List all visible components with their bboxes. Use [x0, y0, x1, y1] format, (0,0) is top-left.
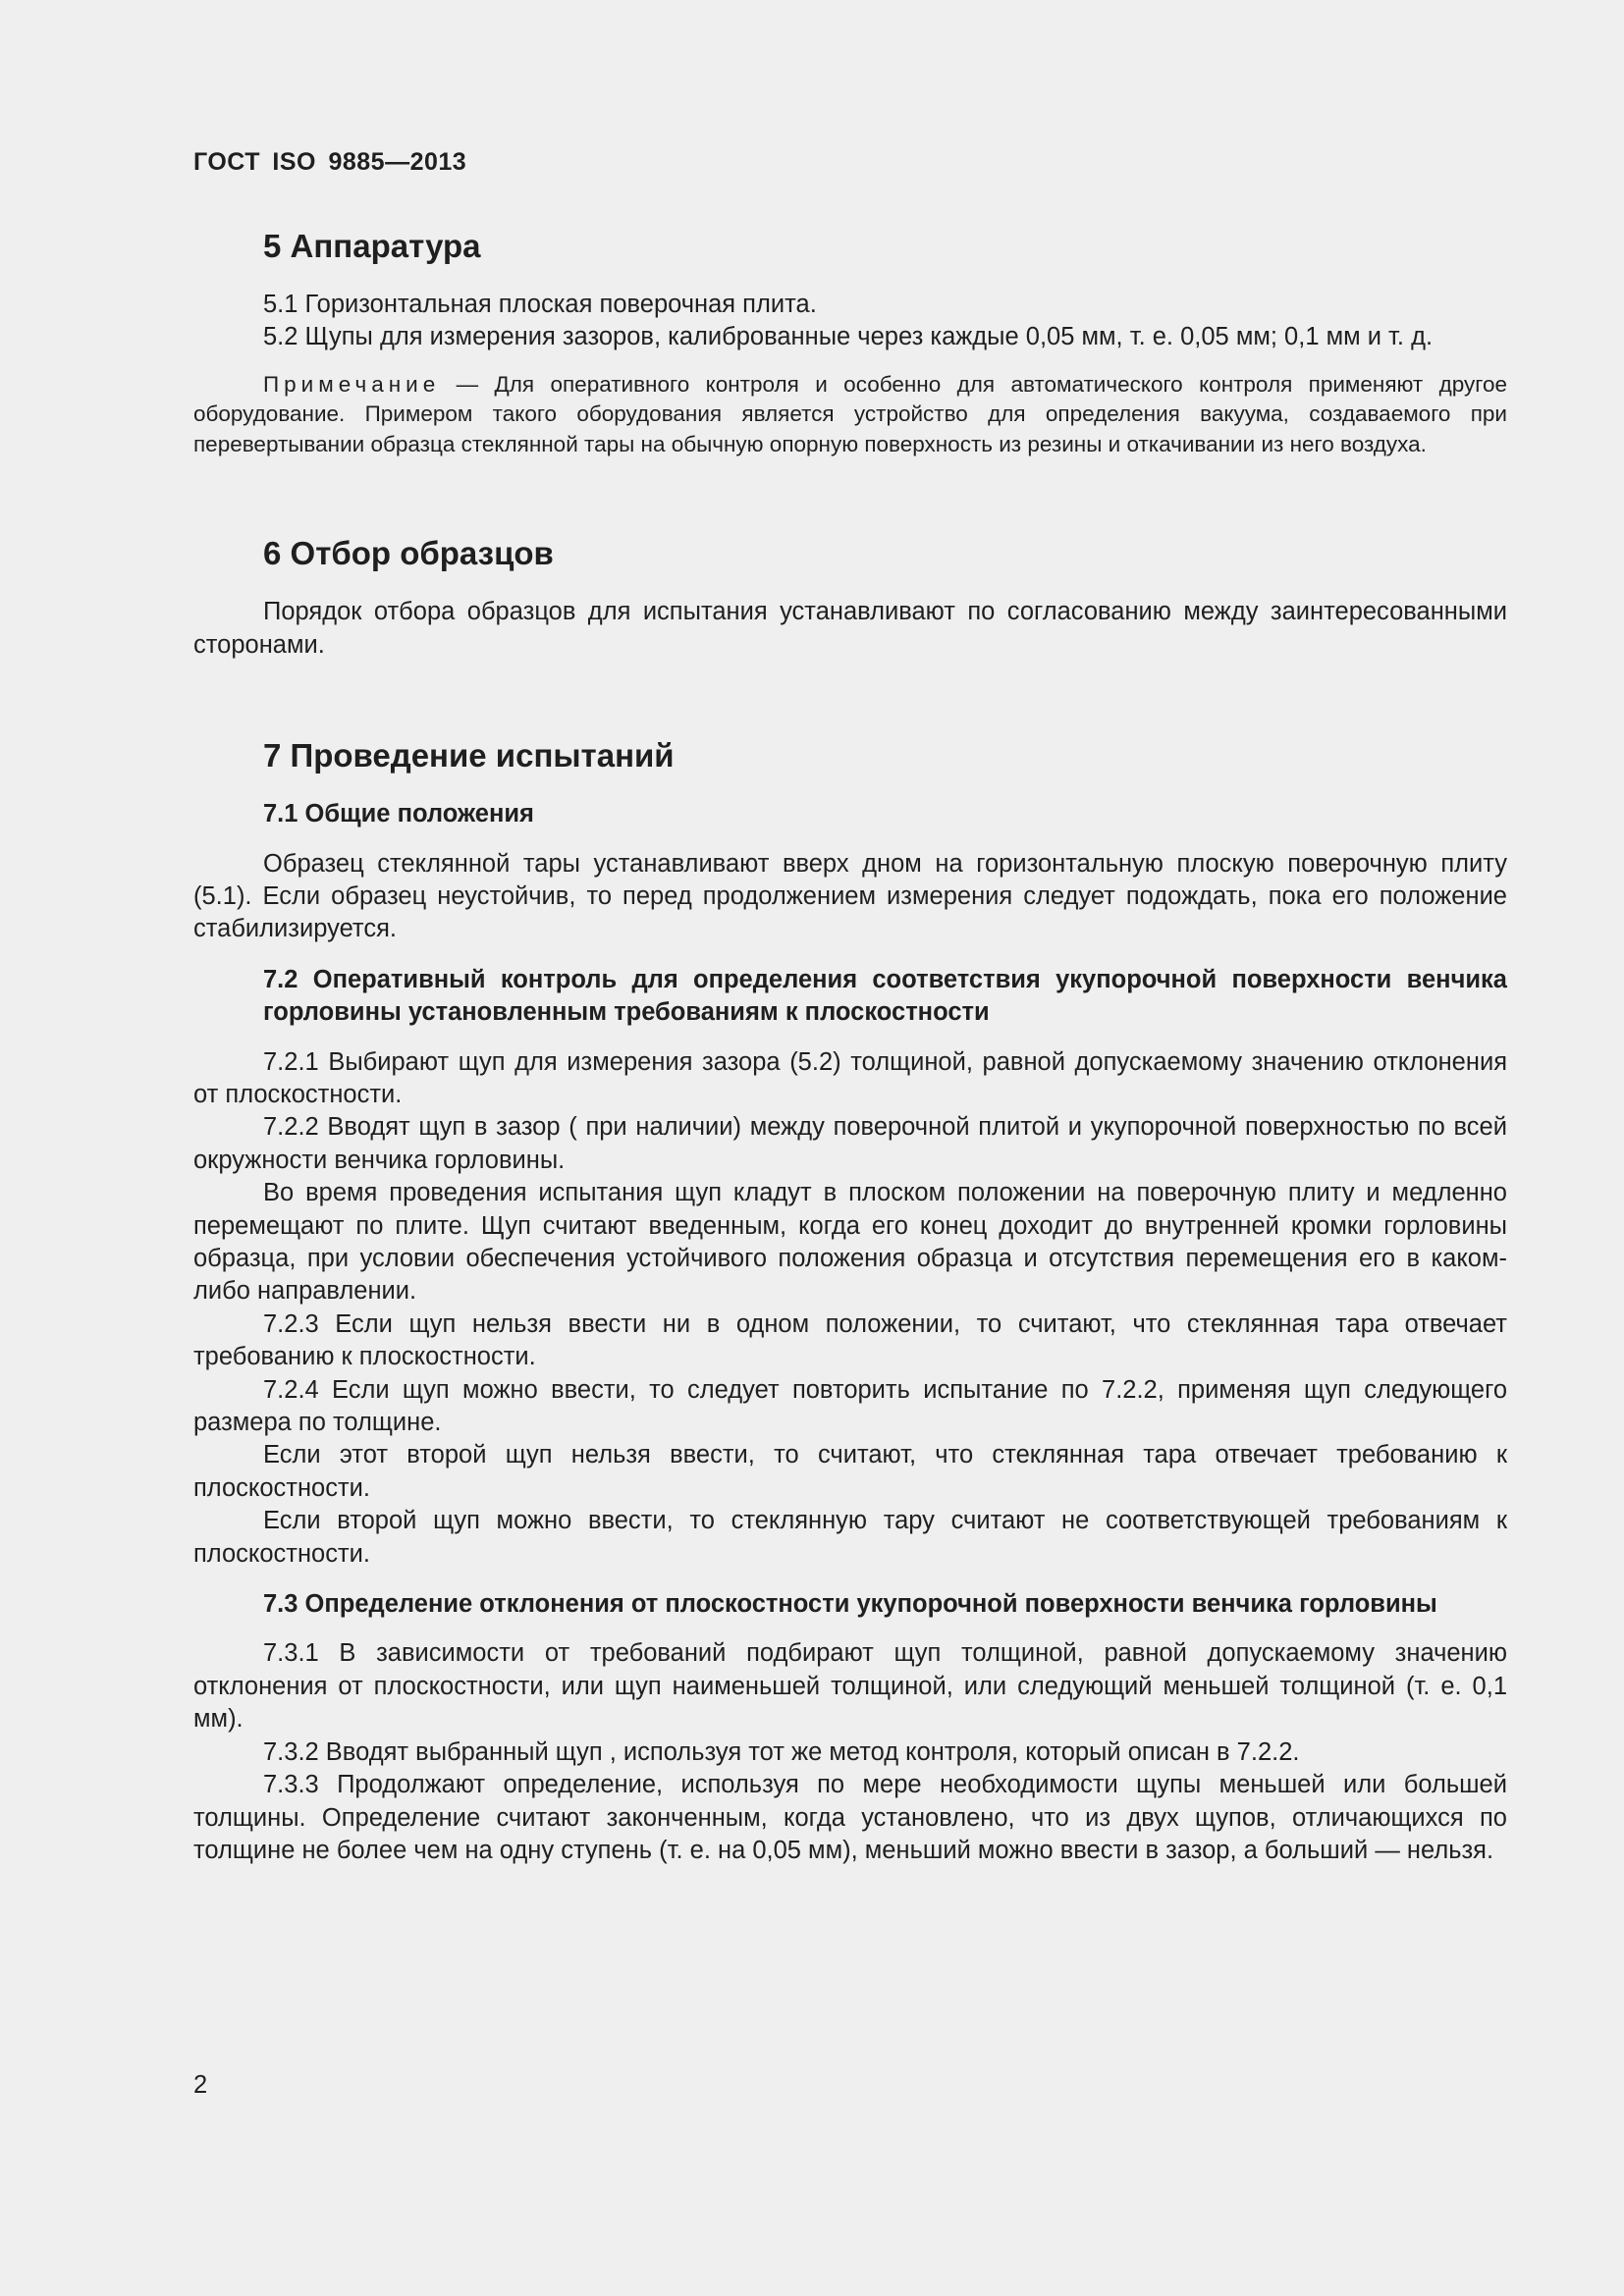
- note-label: Примечание: [263, 371, 441, 397]
- clause-7-2-3: 7.2.3 Если щуп нельзя ввести ни в одном положении, то считают, что стеклянная тара отвечает требованию к плоскостности.: [193, 1309, 1507, 1371]
- clause-5-2: 5.2 Щупы для измерения зазоров, калиброванные через каждые 0,05 мм, т. е. 0,05 мм; 0,1 мм и т. д.: [263, 323, 1434, 351]
- clause-7-2-2-detail: Во время проведения испытания щуп кладут в плоском положении на поверочную плиту и медленно перемещают по плите. Щуп считают введенным, когда его конец доходит до внутренней кромки горловины образца, при условии обеспечения устойчивого положения образца и отсутствия перемещения его в каком-либо направлении.: [193, 1179, 1507, 1306]
- note-paragraph: [193, 370, 1507, 460]
- clause-7-2-4-second-probe-pass: Если второй щуп можно ввести, то стеклянную тару считают не соответствующей требованиям к плоскостности.: [193, 1507, 1507, 1568]
- clause-7-3-3: 7.3.3 Продолжают определение, используя по мере необходимости щупы меньшей или большей толщины. Определение считают законченным, когда установлено, что из двух щупов, отличающихся по толщине не более чем на одну ступень (т. е. на 0,05 мм), меньший можно ввести в зазор, а больший — нельзя.: [193, 1771, 1507, 1864]
- section-6-paragraph: Порядок отбора образцов для испытания устанавливают по согласованию между заинтересованными сторонами.: [193, 598, 1507, 659]
- clause-7-2-1: 7.2.1 Выбирают щуп для измерения зазора (5.2) толщиной, равной допускаемому значению отклонения от плоскостности.: [193, 1047, 1507, 1108]
- subsection-7-2-heading: 7.2 Оперативный контроль для определения соответствия укупорочной поверхности венчика горловины установленным требованиям к плоскостности: [263, 965, 1507, 1027]
- clause-7-2-4-second-probe-fail: Если этот второй щуп нельзя ввести, то считают, что стеклянная тара отвечает требованию к плоскостности.: [193, 1441, 1507, 1502]
- page-number: 2: [193, 2071, 208, 2099]
- document-body: [193, 228, 1507, 1867]
- running-header: ГОСТ ISO 9885—2013: [193, 148, 467, 176]
- clause-5-1: 5.1 Горизонтальная плоская поверочная плита.: [263, 291, 817, 318]
- clause-7-2-2: 7.2.2 Вводят щуп в зазор ( при наличии) между поверочной плитой и укупорочной поверхностью по всей окружности венчика горловины.: [193, 1113, 1507, 1174]
- clause-7-2-4: 7.2.4 Если щуп можно ввести, то следует повторить испытание по 7.2.2, применяя щуп следующего размера по толщине.: [193, 1375, 1507, 1437]
- note-text: — Для оперативного контроля и особенно для автоматического контроля применяют другое оборудование. Примером такого оборудования является устройство для определения вакуума, создаваемого при перевертывании образца стеклянной тары на обычную опорную поверхность из резины и откачивании из него воздуха.: [193, 371, 1507, 456]
- section-5-heading: 5 Аппаратура: [263, 228, 481, 264]
- subsection-7-1-heading: 7.1 Общие положения: [263, 800, 534, 828]
- section-7-heading: 7 Проведение испытаний: [263, 737, 675, 774]
- section-6-heading: 6 Отбор образцов: [263, 535, 554, 572]
- clause-7-3-2: 7.3.2 Вводят выбранный щуп , используя тот же метод контроля, который описан в 7.2.2.: [263, 1737, 1300, 1766]
- subsection-7-3-heading: 7.3 Определение отклонения от плоскостности укупорочной поверхности венчика горловины: [263, 1590, 1437, 1619]
- clause-7-3-1: 7.3.1 В зависимости от требований подбирают щуп толщиной, равной допускаемому значению отклонения от плоскостности, или щуп наименьшей толщиной, или следующий меньшей толщиной (т. е. 0,1 мм).: [193, 1639, 1507, 1734]
- clause-7-1-paragraph: Образец стеклянной тары устанавливают вверх дном на горизонтальную плоскую поверочную плиту (5.1). Если образец неустойчив, то перед продолжением измерения следует подождать, пока его положение стабилизируется.: [193, 849, 1507, 943]
